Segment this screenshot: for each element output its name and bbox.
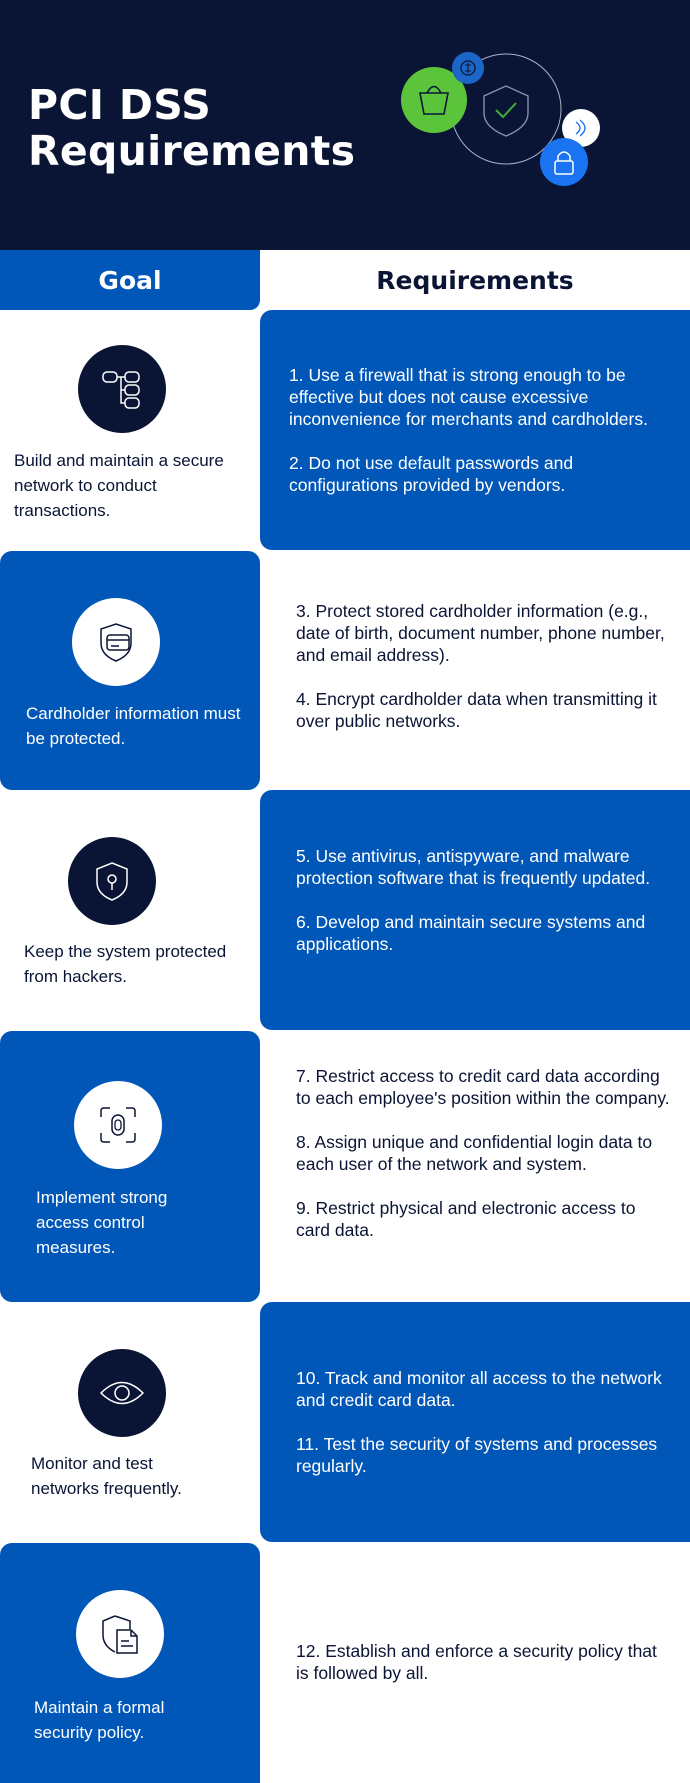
requirement-item: 7. Restrict access to credit card data according to each employee's position within the company. xyxy=(296,1066,670,1108)
requirement-item: 12. Establish and enforce a security policy that is followed by all. xyxy=(296,1641,657,1683)
network-tree-icon xyxy=(99,366,145,412)
shield-keyhole-icon xyxy=(89,858,135,904)
hero-illustration xyxy=(390,40,630,210)
goal-text: Monitor and test networks frequently. xyxy=(31,1454,182,1498)
requirements-list xyxy=(296,600,672,732)
requirement-row-6 xyxy=(0,1543,690,1783)
column-header-requirements: Requirements xyxy=(376,265,574,295)
goal-icon-circle xyxy=(78,1349,166,1437)
goal-icon-circle xyxy=(68,837,156,925)
goal-icon-circle xyxy=(78,345,166,433)
card-shield-icon xyxy=(93,619,139,665)
goal-cell xyxy=(0,790,260,1030)
goal-cell xyxy=(0,1302,260,1542)
goal-text: Cardholder information must be protected. xyxy=(26,704,241,748)
shield-check-icon xyxy=(484,86,528,136)
goal-icon-circle xyxy=(76,1590,164,1678)
requirement-item: 3. Protect stored cardholder information (e.g., date of birth, document number, phone number, and email address). xyxy=(296,601,665,665)
requirements-list xyxy=(296,1367,672,1477)
requirement-row-3 xyxy=(0,790,690,1030)
requirements-cell xyxy=(260,1031,690,1302)
requirement-item: 6. Develop and maintain secure systems and applications. xyxy=(296,912,646,954)
requirement-item: 2. Do not use default passwords and configurations provided by vendors. xyxy=(289,453,574,495)
goal-text: Build and maintain a secure network to conduct transactions. xyxy=(14,451,224,520)
requirement-item: 10. Track and monitor all access to the network and credit card data. xyxy=(296,1368,662,1410)
requirements-list xyxy=(296,1065,672,1241)
requirements-cell xyxy=(260,1302,690,1542)
requirement-item: 9. Restrict physical and electronic access to card data. xyxy=(296,1198,636,1240)
requirement-item: 4. Encrypt cardholder data when transmitting it over public networks. xyxy=(296,689,657,731)
goal-text: Implement strong access control measures. xyxy=(36,1188,168,1257)
requirements-cell xyxy=(260,310,690,550)
requirements-list xyxy=(296,845,672,955)
title-line-1: PCI DSS xyxy=(28,81,212,129)
lock-icon xyxy=(540,138,588,186)
requirement-row-4 xyxy=(0,1031,690,1302)
requirement-item: 5. Use antivirus, antispyware, and malware protection software that is frequently updated. xyxy=(296,846,651,888)
title-line-2: Requirements xyxy=(28,127,356,175)
page-title xyxy=(28,82,355,174)
requirement-item: 1. Use a firewall that is strong enough to be effective but does not cause excessive inconvenience for merchants and cardholders. xyxy=(289,365,648,429)
policy-document-icon xyxy=(97,1611,143,1657)
goal-icon-circle xyxy=(74,1081,162,1169)
face-id-icon xyxy=(95,1102,141,1148)
requirements-list xyxy=(296,1640,672,1684)
requirement-row-5 xyxy=(0,1302,690,1542)
requirements-cell xyxy=(260,1543,690,1783)
goal-cell xyxy=(0,551,260,790)
header-banner xyxy=(0,0,690,250)
eye-icon xyxy=(97,1370,147,1416)
requirements-cell xyxy=(260,790,690,1030)
requirements-cell xyxy=(260,551,690,790)
requirements-list xyxy=(289,364,672,496)
goal-cell xyxy=(0,310,260,550)
goal-text: Keep the system protected from hackers. xyxy=(24,942,227,986)
goal-cell xyxy=(0,1543,260,1783)
column-header-goal: Goal xyxy=(0,250,260,310)
requirement-item: 8. Assign unique and confidential login data to each user of the network and system. xyxy=(296,1132,653,1174)
goal-icon-circle xyxy=(72,598,160,686)
requirement-item: 11. Test the security of systems and processes regularly. xyxy=(296,1434,658,1476)
requirement-row-2 xyxy=(0,551,690,790)
goal-text: Maintain a formal security policy. xyxy=(34,1698,165,1742)
goal-cell xyxy=(0,1031,260,1302)
requirement-row-1 xyxy=(0,310,690,550)
dollar-coin-icon xyxy=(452,52,484,84)
